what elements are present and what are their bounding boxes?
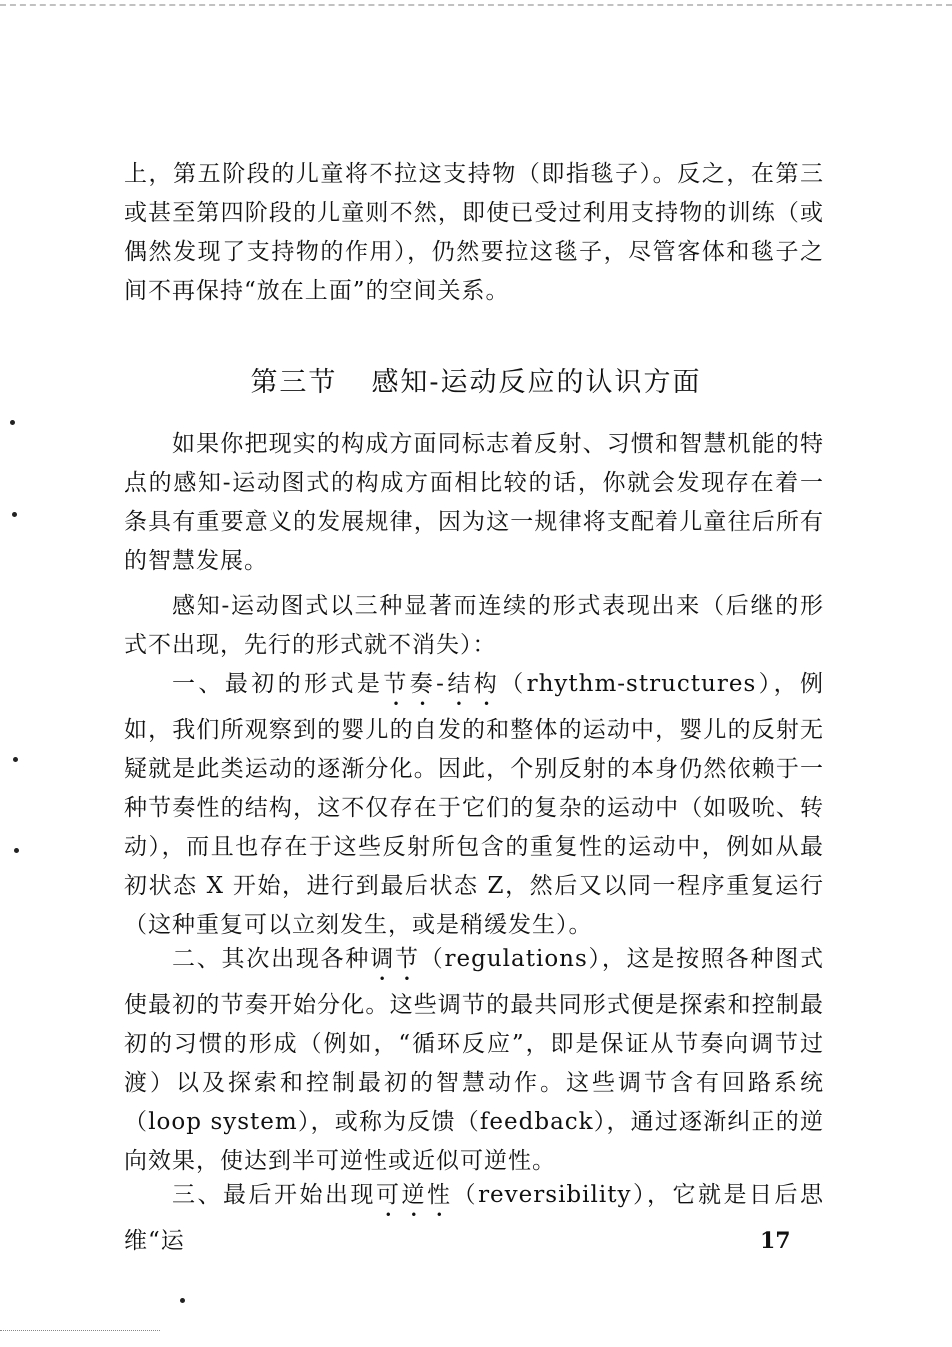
paragraph-continued: 上，第五阶段的儿童将不拉这支持物（即指毯子）。反之，在第三或甚至第四阶段的儿童则不然，即使已受过利用支持物的训练（或偶然发现了支持物的作用），仍然要拉这毯子，尽管客体和毯子之间不再保持“放在上面”的空间关系。 xyxy=(124,161,824,304)
form-1-text: （rhythm-structures），例如，我们所观察到的婴儿的自发的和整体的运动中，婴儿的反射无疑就是此类运动的逐渐分化。因此，个别反射的本身仍然依赖于一种节奏性的结构，这不仅存在于它们的复杂的运动中（如吸吮、转动），而且也存在于这些反射所包含的重复性的运动中，例如从最初状态 X 开始，进行到最后状态 Z，然后又以同一程序重复运行（这种重复可以立刻发生，或是稍缓发生）。 xyxy=(124,671,825,938)
section-heading xyxy=(0,360,952,399)
form-1-prefix: 一、最初的形式是 xyxy=(172,671,384,697)
form-2-prefix: 二、其次出现各种 xyxy=(172,946,371,972)
section-title: 感知-运动反应的认识方面 xyxy=(371,367,702,398)
paragraph-forms-intro: 感知-运动图式以三种显著而连续的形式表现出来（后继的形式不出现，先行的形式就不消失）： xyxy=(124,593,824,658)
section-number: 第三节 xyxy=(250,367,338,398)
form-3-prefix: 三、最后开始出现 xyxy=(172,1182,377,1208)
form-3-text: （reversibility），它就是日后思维“运 xyxy=(124,1182,824,1254)
page-number: 17 xyxy=(760,1228,791,1254)
form-2-text: （regulations），这是按照各种图式使最初的节奏开始分化。这些调节的最共同形式便是探索和控制最初的习惯的形成（例如，“循环反应”，即是保证从节奏向调节过渡）以及探索和控制最初的智慧动作。这些调节含有回路系统（loop system），或称为反馈（feedback），通过逐渐纠正的逆向效果，使达到半可逆性或近似可逆性。 xyxy=(124,946,825,1174)
scan-edge-line xyxy=(0,4,952,6)
form-2-term: 调节 xyxy=(370,946,420,972)
paragraph-form-1 xyxy=(124,665,824,945)
scan-speck xyxy=(14,848,19,853)
scan-speck xyxy=(13,757,18,762)
paragraph-intro: 如果你把现实的构成方面同标志着反射、习惯和智慧机能的特点的感知-运动图式的构成方面相比较的话，你就会发现存在着一条具有重要意义的发展规律，因为这一规律将支配着儿童往后所有的智慧发展。 xyxy=(124,431,824,574)
form-1-term: 节奏-结构 xyxy=(383,671,501,697)
paragraph-form-3 xyxy=(124,1176,824,1261)
scan-speck xyxy=(180,1298,185,1303)
form-3-term: 可逆性 xyxy=(376,1182,453,1208)
scan-speck xyxy=(12,512,17,517)
scan-edge-bottom xyxy=(0,1330,160,1331)
paragraph-form-2 xyxy=(124,940,824,1181)
scan-speck xyxy=(10,420,15,425)
